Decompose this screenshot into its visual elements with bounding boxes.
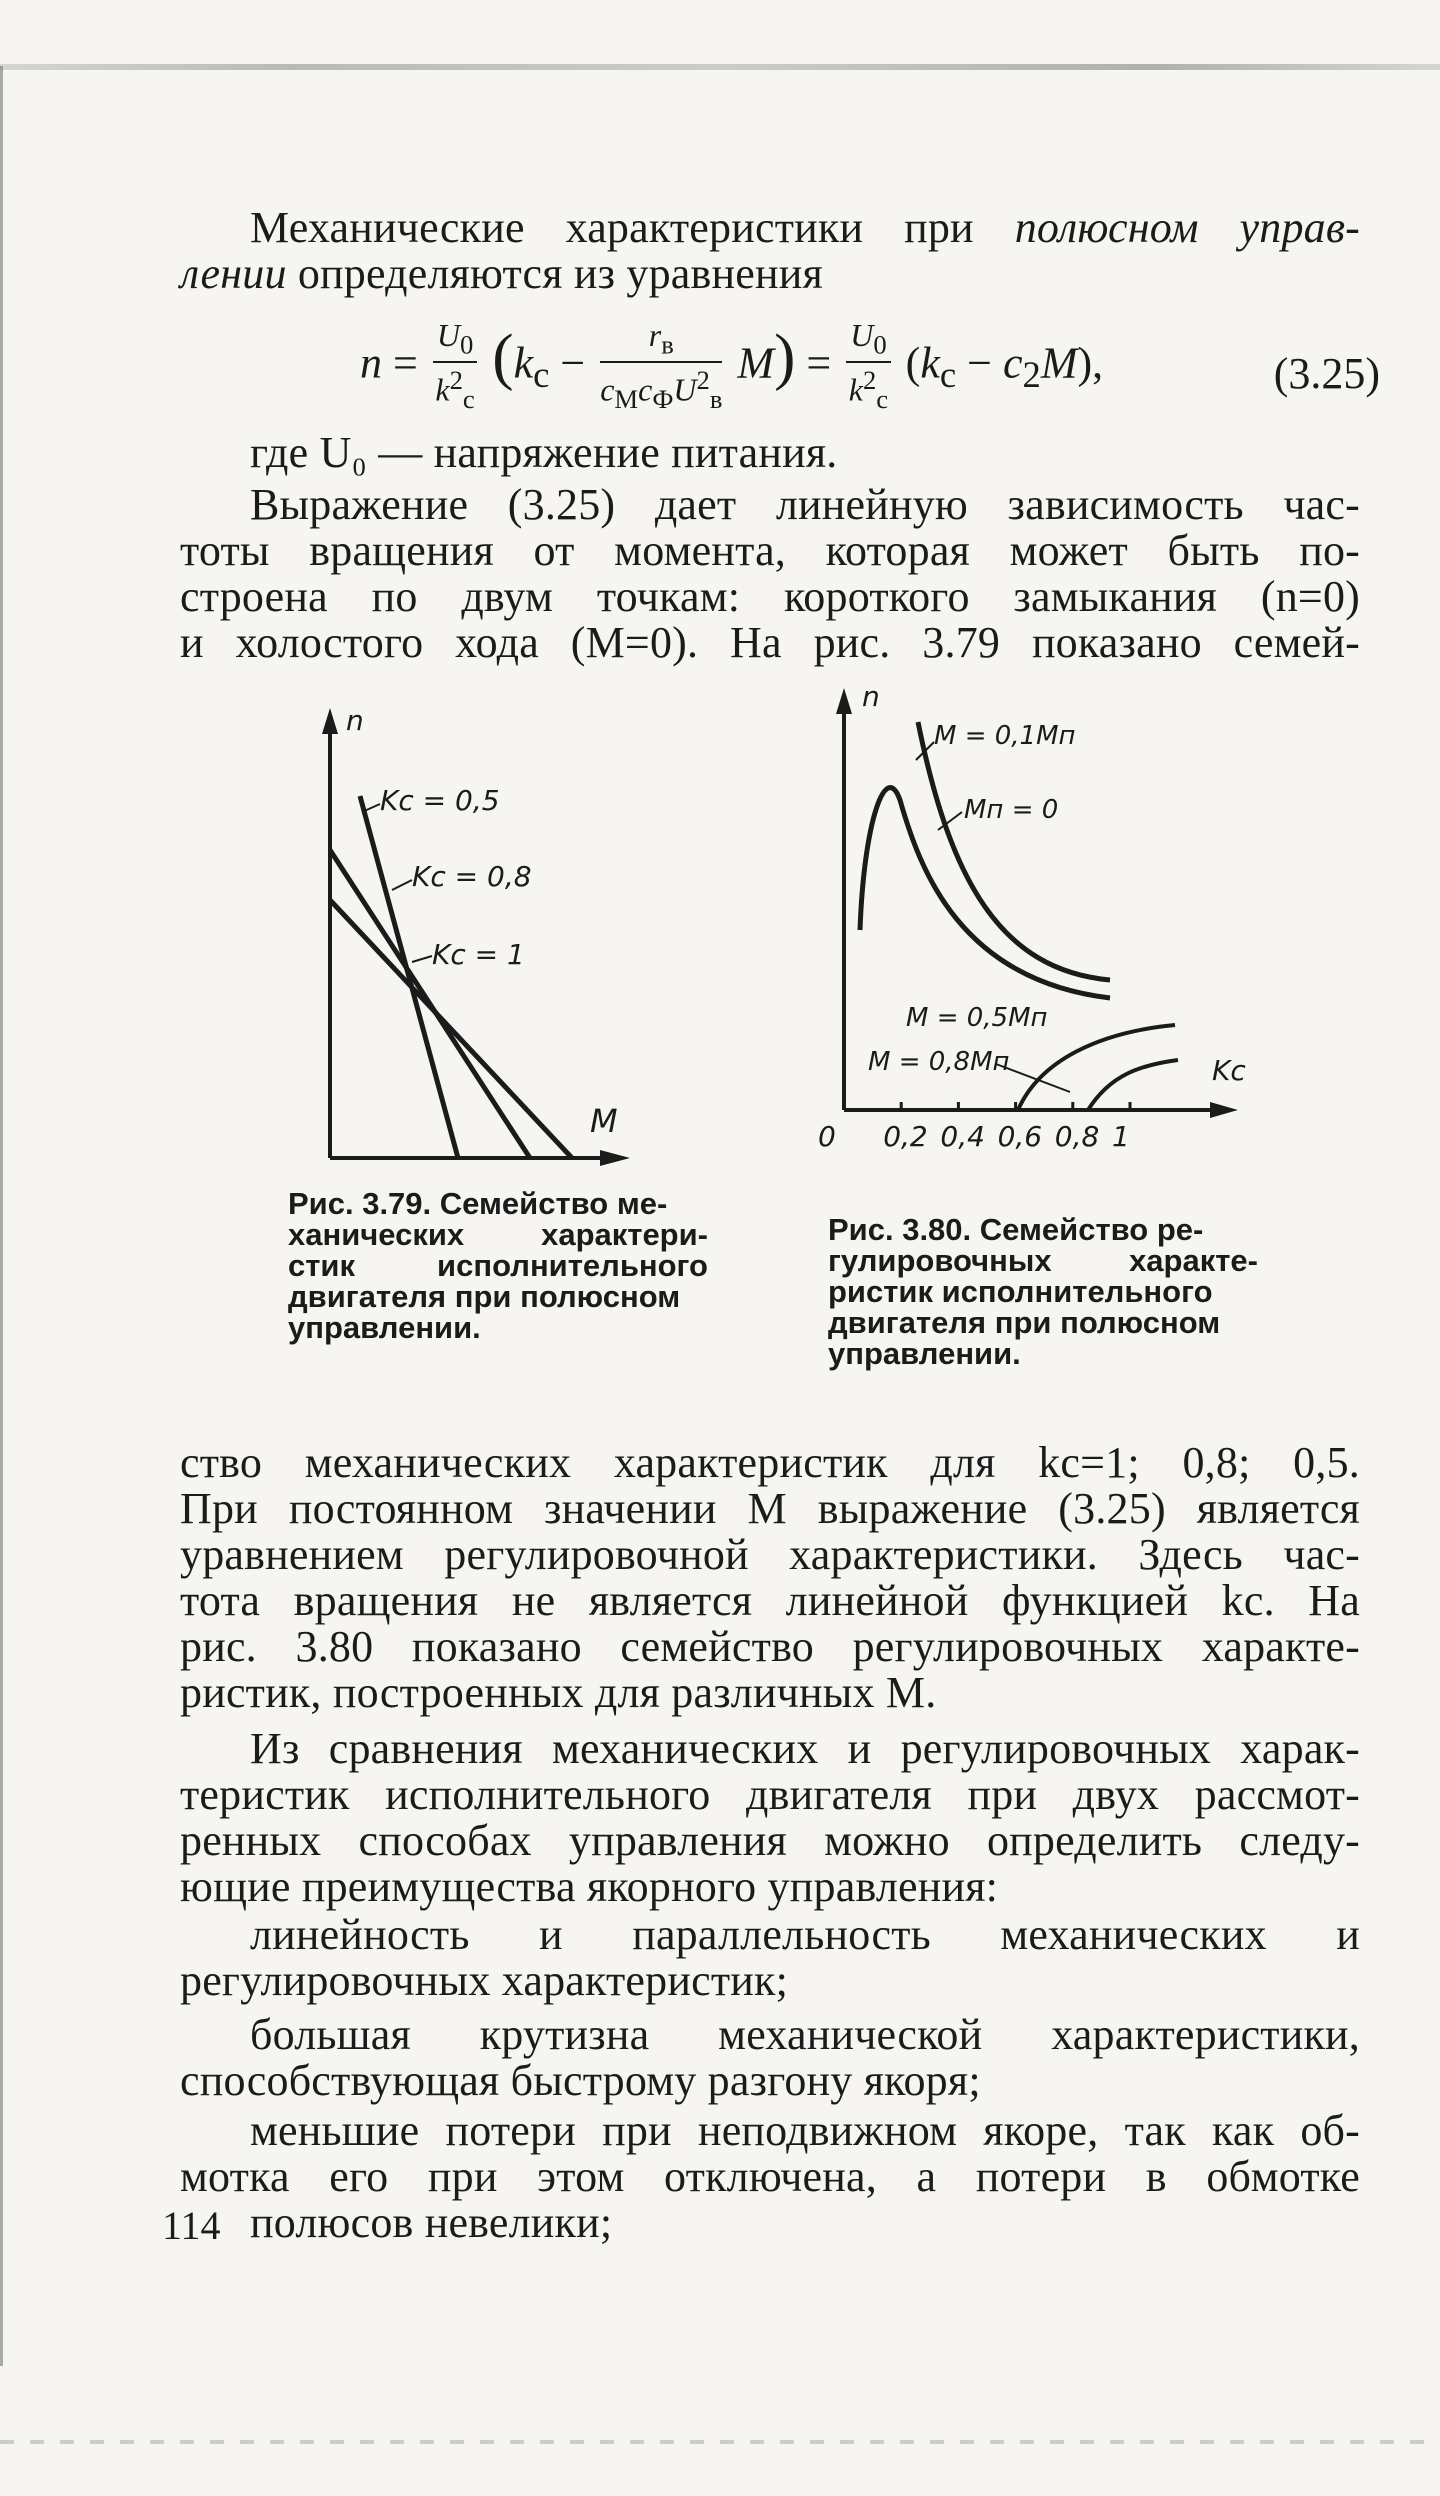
fig79-y-label: n	[346, 704, 364, 737]
fig79-x-arrow	[600, 1150, 630, 1166]
fig80-caption-l3: ристик исполнительного	[828, 1274, 1213, 1309]
p4-line-4: ющие преимущества якорного управления:	[180, 1862, 999, 1911]
figure-3-80	[800, 680, 1270, 1150]
fig80-label-m01: M = 0,1Mп	[934, 721, 1076, 751]
paragraph-3	[180, 1440, 1360, 1716]
figure-3-79	[300, 700, 640, 1170]
p3-line-4: тота вращения не является линейной функцией kс. На	[180, 1576, 1360, 1625]
fig79-caption-l1: Рис. 3.79. Семейство ме-	[288, 1186, 668, 1221]
paragraph-7-end	[250, 2200, 1150, 2246]
p7-line-1: меньшие потери при неподвижном якоре, так как об-	[250, 2106, 1360, 2155]
p4-line-3: ренных способах управления можно определить следу-	[180, 1816, 1360, 1865]
paragraph-6	[180, 2012, 1360, 2104]
fig80-label-m08: M = 0,8Mп	[868, 1047, 1010, 1077]
p3-line-2: При постоянном значении M выражение (3.25) является	[180, 1484, 1360, 1533]
fig80-tick-label: 0	[818, 1120, 836, 1150]
intro-paragraph	[180, 205, 1360, 297]
intro-line-2: определяются из уравнения	[286, 249, 823, 298]
fig80-y-label: n	[862, 680, 880, 713]
fig79-label-kc-08: Kc = 0,8	[412, 860, 532, 893]
fig80-caption-l2: гулировочных характе-	[828, 1243, 1258, 1278]
page-edge-top	[0, 64, 1440, 70]
equation-3-25	[360, 318, 1380, 418]
fig79-label-kc-1: Kc = 1	[432, 938, 525, 971]
paragraph-7	[180, 2108, 1360, 2200]
p5-line-2: регулировочных характеристик;	[180, 1956, 789, 2005]
fig80-label-m05: M = 0,5Mп	[906, 1003, 1048, 1033]
fig79-caption-l3: стик исполнительного	[288, 1248, 708, 1283]
p2-line-4: и холостого хода (M=0). На рис. 3.79 показано семей-	[180, 618, 1360, 667]
p5-line-1: линейность и параллельность механических и	[250, 1910, 1360, 1959]
fig80-caption-l1: Рис. 3.80. Семейство ре-	[828, 1212, 1204, 1247]
fig79-line-kc-05	[360, 796, 458, 1158]
p6-line-1: большая крутизна механической характеристики,	[250, 2010, 1360, 2059]
p2-line-2: тоты вращения от момента, которая может быть по-	[180, 526, 1360, 575]
fig80-curve-m08	[1088, 1060, 1178, 1110]
fig80-x-label: Kc	[1212, 1054, 1246, 1087]
p2-line-1: Выражение (3.25) дает линейную зависимость час-	[250, 480, 1360, 529]
p4-line-2: теристик исполнительного двигателя при двух рассмот-	[180, 1770, 1360, 1819]
paragraph-5	[180, 1912, 1360, 2004]
fig79-leader-1	[412, 956, 432, 962]
fig80-tick-label: 0,6	[997, 1120, 1043, 1150]
equation-number: (3.25)	[1273, 349, 1380, 398]
fig80-tick-label: 0,4	[940, 1120, 985, 1150]
fig79-caption-l2: ханических характери-	[288, 1217, 708, 1252]
paragraph-4	[180, 1726, 1360, 1910]
page-edge-bottom	[0, 2440, 1440, 2444]
where-text: где U₀ — напряжение питания.	[250, 428, 838, 477]
fig80-caption-l5: управлении.	[828, 1336, 1021, 1371]
p4-line-1: Из сравнения механических и регулировочных харак-	[250, 1724, 1360, 1773]
fig80-tick-label: 0,8	[1054, 1120, 1100, 1150]
fig79-leader-08	[392, 880, 412, 890]
fig80-tick-label: 0,2	[883, 1120, 928, 1150]
fig80-tick-label: 1	[1112, 1120, 1130, 1150]
intro-line-2-emphasis: лении	[180, 249, 287, 298]
fig80-caption-l4: двигателя при полюсном	[828, 1305, 1221, 1340]
fig80-x-arrow	[1210, 1102, 1238, 1118]
p6-line-2: способствующая быстрому разгону якоря;	[180, 2056, 981, 2105]
fig79-caption-l5: управлении.	[288, 1310, 481, 1345]
page-edge-left	[0, 66, 3, 2366]
fig80-y-arrow	[836, 688, 852, 714]
p7-line-3: полюсов невелики;	[250, 2198, 613, 2247]
fig79-y-arrow	[322, 708, 338, 734]
p3-line-3: уравнением регулировочной характеристики. Здесь час-	[180, 1530, 1360, 1579]
p7-line-2: мотка его при этом отключена, а потери в обмотке	[180, 2152, 1360, 2201]
fig79-x-label: M	[590, 1102, 618, 1140]
p2-line-3: строена по двум точкам: короткого замыкания (n=0)	[180, 572, 1360, 621]
page-number: 114	[162, 2203, 221, 2248]
where-line	[180, 430, 1360, 476]
intro-line-1: Механические характеристики при	[250, 203, 1015, 252]
p3-line-5: рис. 3.80 показано семейство регулировочных характе-	[180, 1622, 1360, 1671]
p3-line-6: ристик, построенных для различных M.	[180, 1668, 937, 1717]
intro-line-1-emphasis: полюсном управ-	[1014, 203, 1361, 252]
p3-line-1: ство механических характеристик для kс=1; 0,8; 0,5.	[180, 1438, 1360, 1487]
fig80-curve-m0	[918, 722, 1110, 980]
fig79-caption	[288, 1188, 708, 1343]
formula-rendered: n = $\frac{U_0}{k^2_с}$ ($k_с$ − $\frac{r_в}{c_Мc_ФU^2_в}$ M) = $\frac{U_0}{k^2_с}$ $(k_с - c_2M)$,	[360, 317, 1104, 415]
paragraph-2	[180, 482, 1360, 666]
fig79-caption-l4: двигателя при полюсном	[288, 1279, 681, 1314]
fig79-label-kc-05: Kc = 0,5	[380, 784, 500, 817]
fig80-caption	[828, 1214, 1258, 1369]
fig80-label-m0: Mп = 0	[964, 795, 1059, 825]
